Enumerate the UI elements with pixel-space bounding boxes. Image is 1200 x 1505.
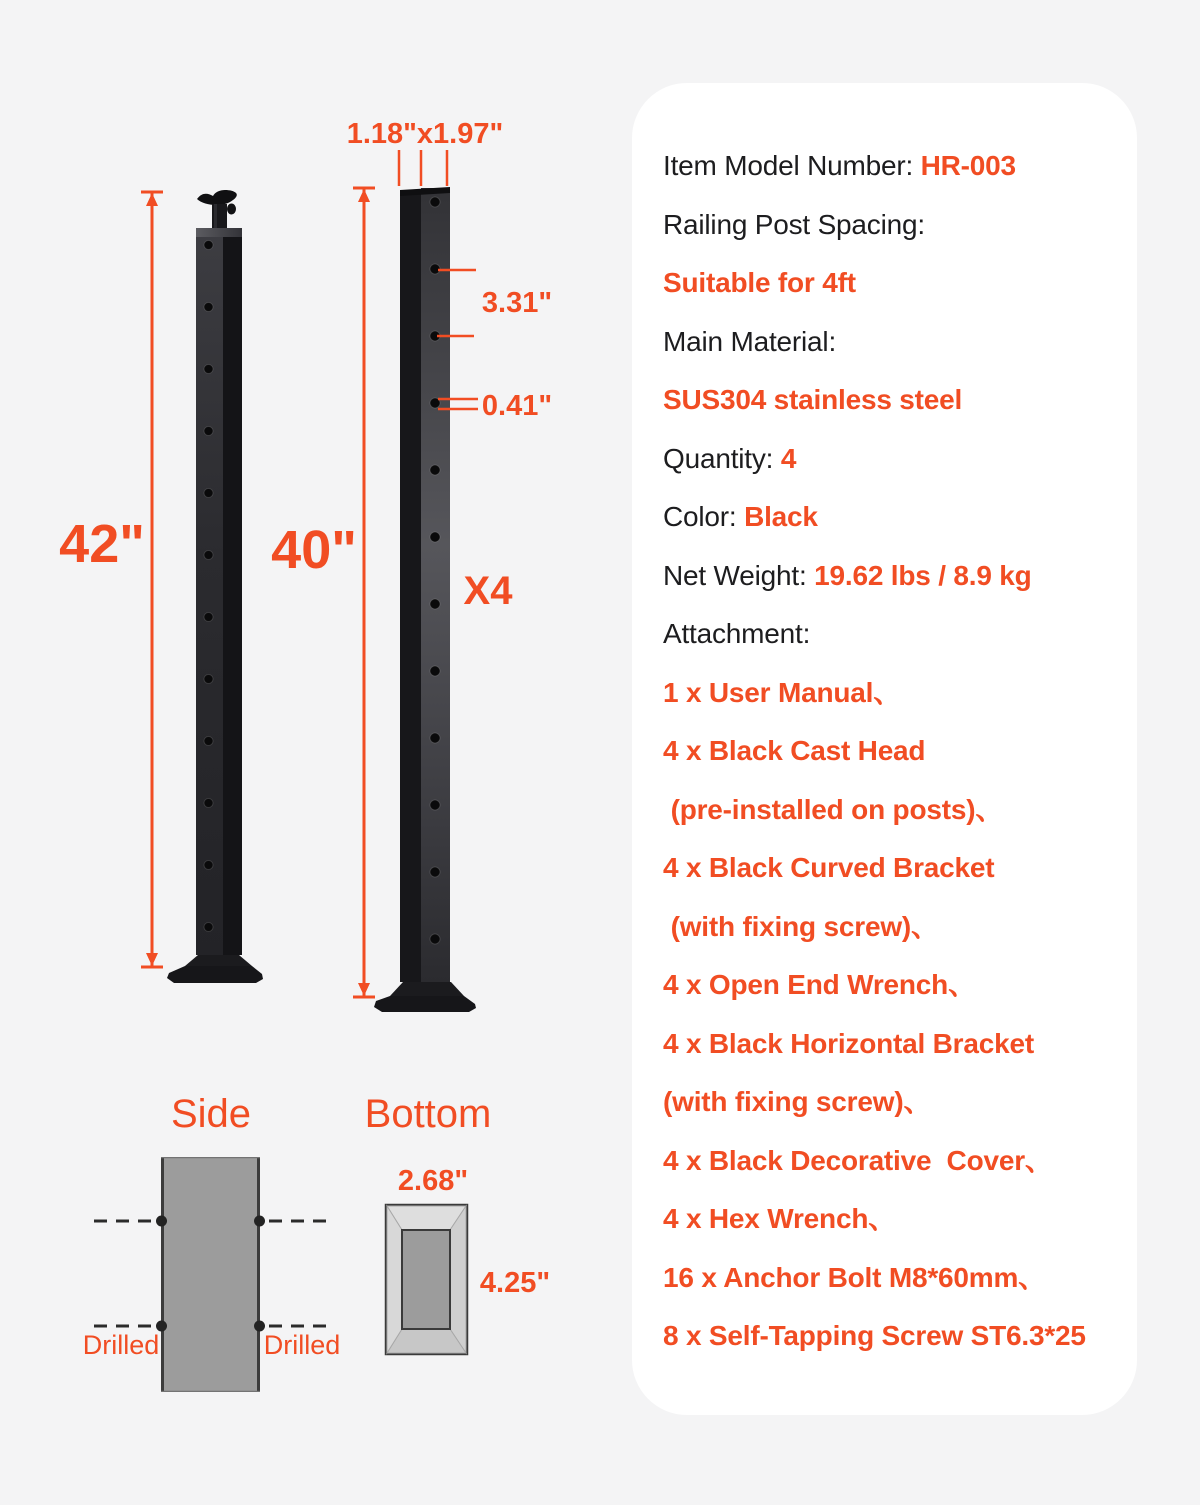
spec-line-15 [663,956,1117,1015]
spec-value: (pre-installed on posts)、 [663,793,1004,825]
dimension-hole-spacing [437,270,552,336]
spec-value: (with fixing screw)、 [663,910,939,942]
spec-value: 4 x Black Horizontal Bracket [663,1027,1034,1059]
post2-base-bevel [390,982,464,996]
post1-height-label: 42" [59,514,145,574]
spec-value: HR-003 [920,150,1016,181]
post-hole [430,532,440,542]
spec-line-13 [663,839,1117,898]
dimension-40 [271,188,375,997]
spec-value: 16 x Anchor Bolt M8*60mm、 [663,1261,1046,1293]
spec-line-21 [663,1307,1117,1366]
post-hole [204,241,213,250]
post-hole [204,489,213,498]
hole-spacing-label: 3.31" [481,287,553,319]
spec-value: 4 x Black Curved Bracket [663,852,995,883]
spec-value: Suitable for 4ft [663,267,856,298]
spec-card [632,83,1137,1415]
cross-section-label: 1.18"x1.97" [346,118,504,150]
post1-front-face [196,228,223,955]
post-hole [204,923,213,932]
bottom-depth-label: 4.25" [479,1267,551,1299]
quantity-marker: X4 [463,569,513,613]
spec-line-8 [663,547,1117,606]
spec-line-10 [663,664,1117,723]
spec-value: (with fixing screw)、 [663,1086,932,1117]
spec-line-14 [663,898,1117,957]
spec-label: Color: [663,501,745,532]
spec-line-17 [663,1073,1117,1132]
post-hole [430,733,440,743]
spec-label: Main Material: [663,325,837,357]
post2-front-face [421,188,450,982]
spec-line-18 [663,1132,1117,1191]
post-42-inch [167,190,263,983]
spec-label: Item Model Number: [663,150,921,181]
spec-value: 4 [780,442,797,474]
spec-value: SUS304 stainless steel [663,384,963,415]
spec-line-6 [663,430,1117,489]
post2-base-plate [374,996,476,1012]
post2-height-label: 40" [271,520,357,580]
post-hole [204,365,213,374]
spec-line-11 [663,722,1117,781]
spec-label: Attachment: [663,618,811,649]
spec-line-12 [663,781,1117,840]
post1-base-bevel [185,955,252,966]
post-hole [204,861,213,870]
post-hole [204,675,213,684]
post-40-inch [374,187,476,1012]
post-hole [430,934,440,944]
post-hole [430,197,440,207]
post-hole [430,666,440,676]
cast-head-screw [227,204,236,215]
post1-base-plate [167,966,263,983]
bottom-view-diagram [365,1092,550,1354]
hole-diameter-label: 0.41" [481,390,553,422]
post-hole [204,613,213,622]
post2-side-face [400,190,421,982]
spec-value: 4 x Black Cast Head [663,735,926,766]
spec-lines [663,137,1117,1366]
post1-top-face [196,228,242,237]
spec-line-19 [663,1190,1117,1249]
post-hole [204,303,213,312]
post-hole [430,599,440,609]
post-hole [204,427,213,436]
post-hole [204,799,213,808]
dimension-hole-diameter [438,390,552,422]
post1-side-face [223,228,242,955]
spec-line-9 [663,605,1117,664]
spec-line-7 [663,488,1117,547]
post-hole [204,551,213,560]
spec-value: 1 x User Manual、 [663,676,901,708]
cast-head-icon [197,190,237,205]
bottom-view-post-section [402,1230,450,1329]
spec-line-3 [663,254,1117,313]
spec-label: Quantity: [663,442,781,474]
spec-value: 4 x Black Decorative Cover、 [663,1144,1053,1176]
spec-value: Black [744,501,818,532]
spec-line-2 [663,196,1117,255]
drilled-label-left: Drilled [82,1330,160,1360]
post-hole [430,867,440,877]
spec-line-4 [663,313,1117,372]
drilled-label-right: Drilled [263,1330,341,1360]
dimension-42 [59,192,163,967]
post-hole [204,737,213,746]
spec-label: Railing Post Spacing: [663,208,925,240]
spec-value: 19.62 lbs / 8.9 kg [814,559,1032,591]
side-view-diagram [83,1092,341,1392]
spec-value: 8 x Self-Tapping Screw ST6.3*25 [663,1320,1086,1351]
side-view-post [161,1157,260,1392]
bottom-view-title: Bottom [364,1092,492,1136]
post-hole [430,800,440,810]
spec-label: Net Weight: [663,559,815,591]
spec-value: 4 x Open End Wrench、 [663,969,976,1000]
dimension-cross-section [347,118,504,186]
cast-head-stem-highlight [214,204,217,230]
spec-line-20 [663,1249,1117,1308]
spec-line-5 [663,371,1117,430]
spec-line-1 [663,137,1117,196]
spec-line-16 [663,1015,1117,1074]
bottom-width-label: 2.68" [397,1165,469,1197]
spec-value: 4 x Hex Wrench、 [663,1203,897,1234]
side-view-title: Side [170,1092,252,1136]
post-hole [430,465,440,475]
